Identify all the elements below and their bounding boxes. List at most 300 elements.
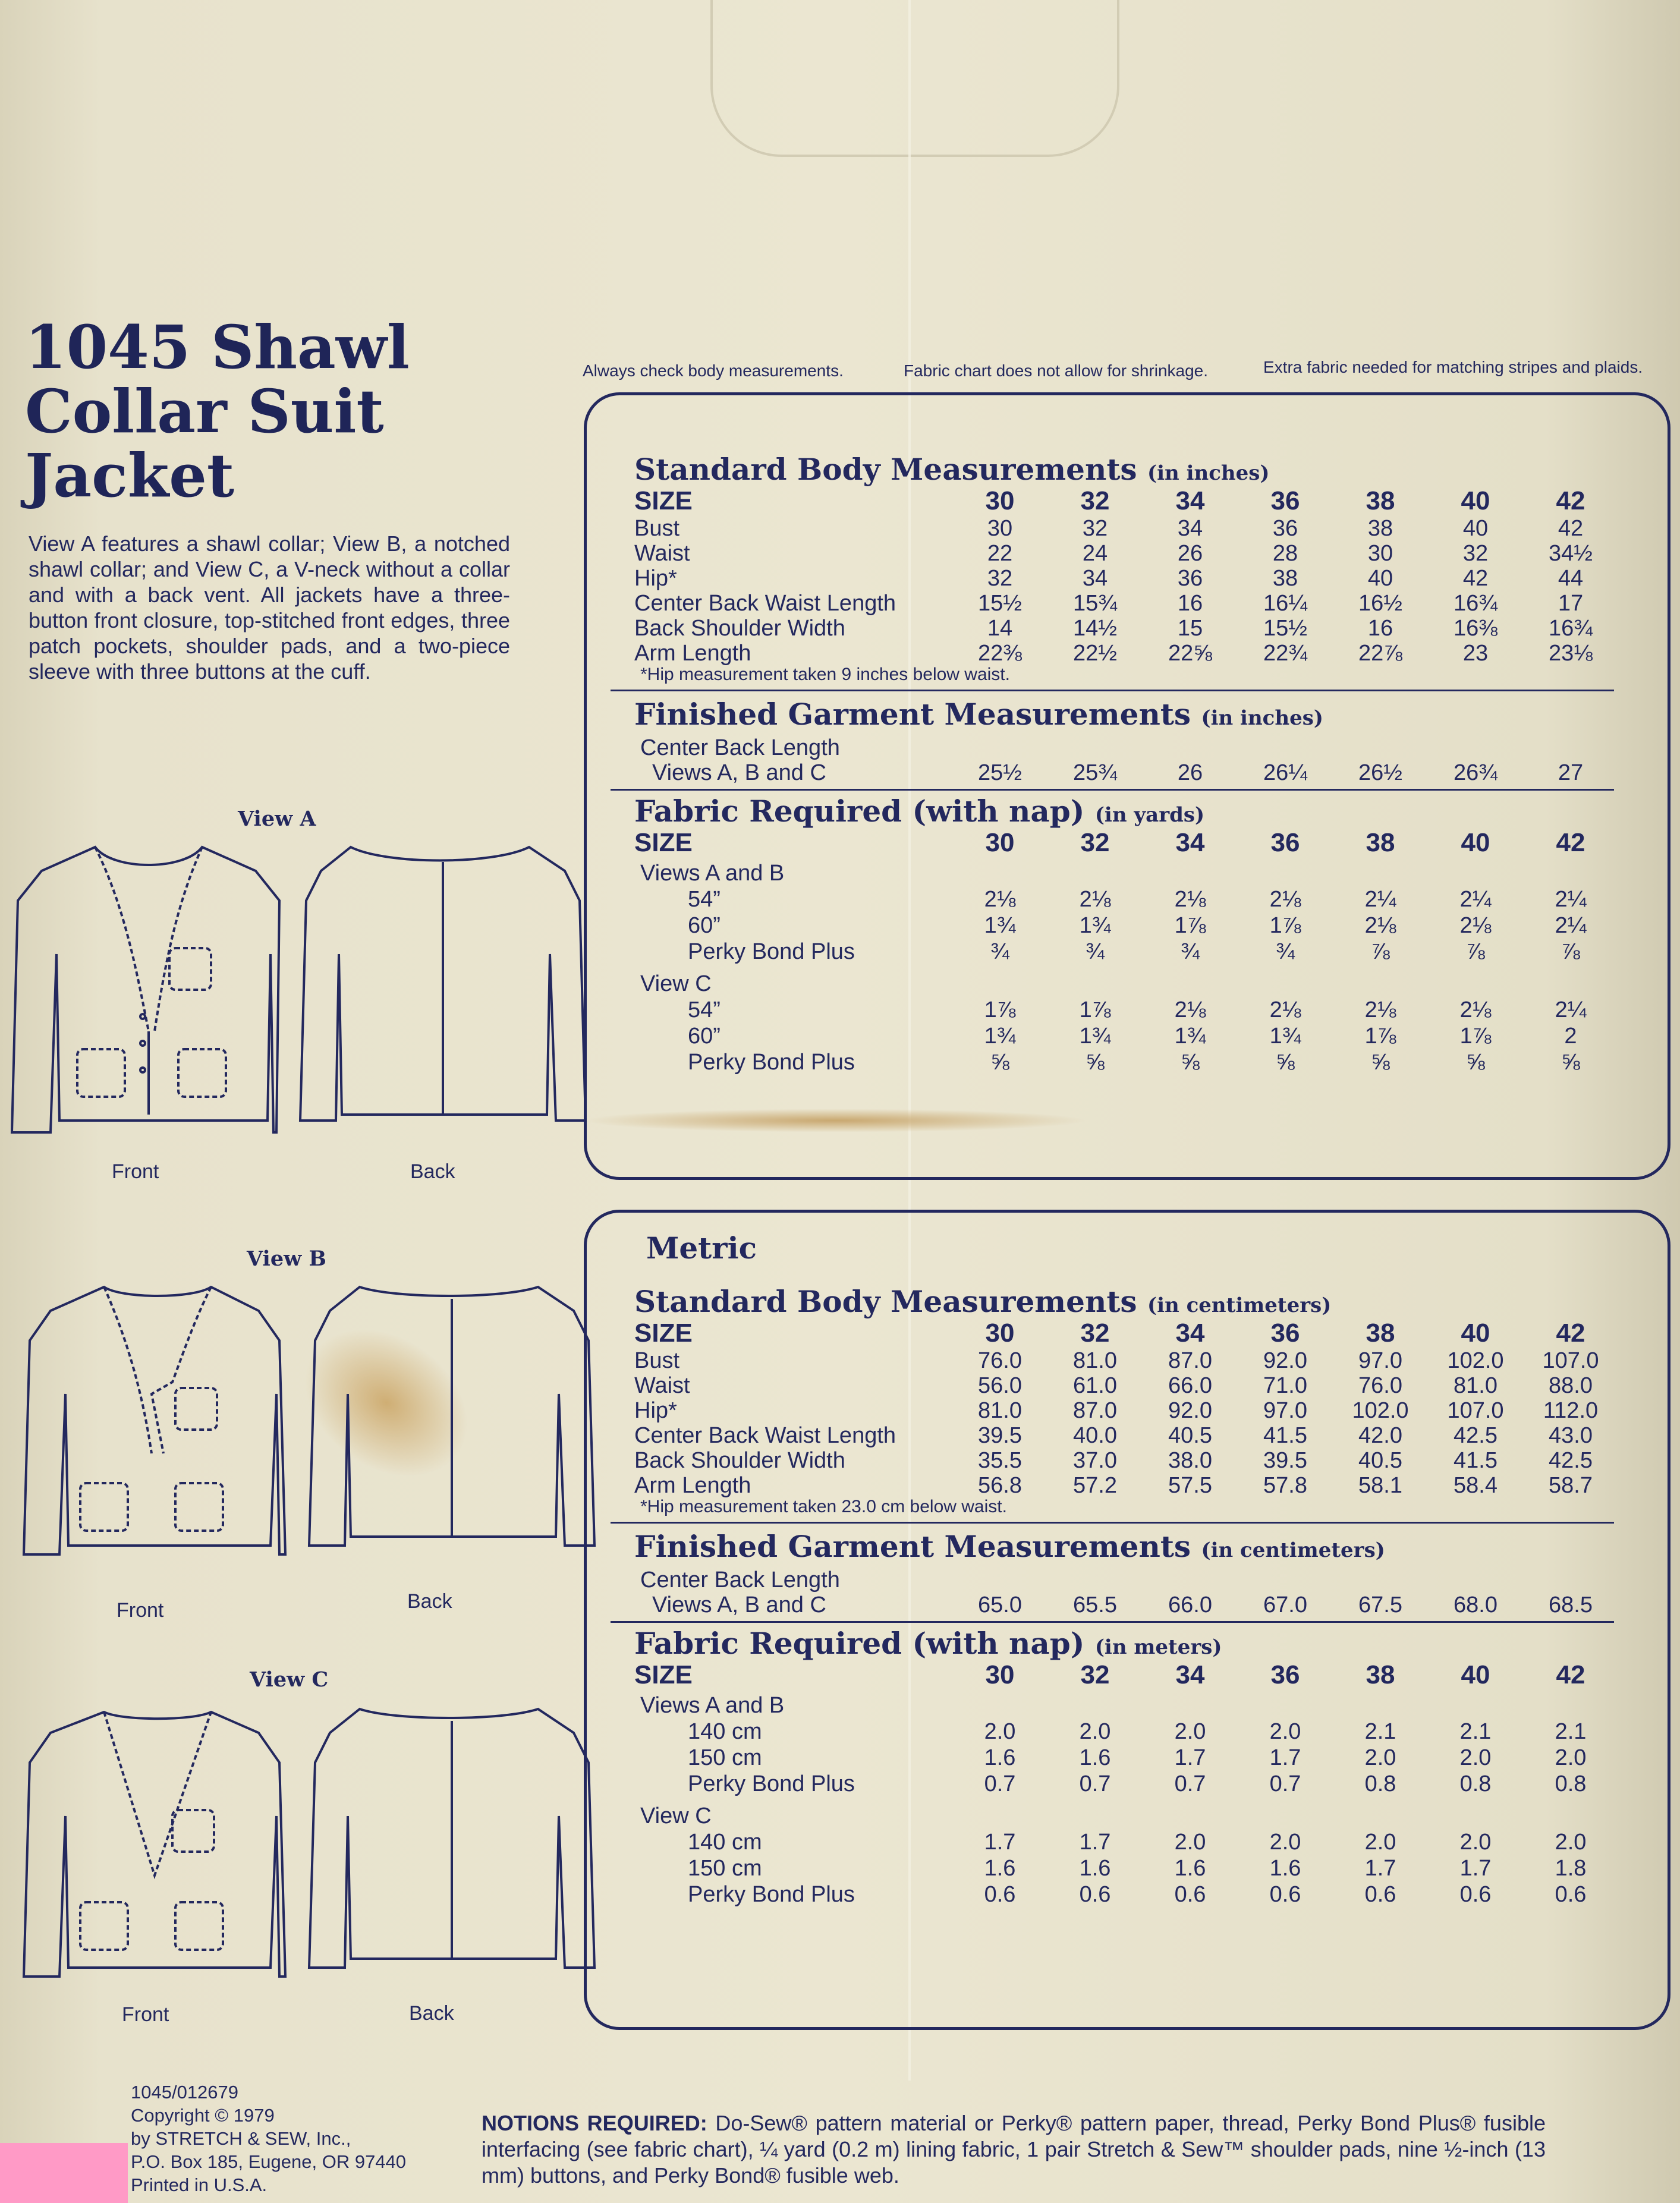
- size-36: 36: [1270, 1318, 1300, 1348]
- view-a-sketch: [6, 835, 589, 1156]
- size-label: SIZE: [634, 486, 693, 515]
- cell-value: 1.7: [1079, 1830, 1111, 1855]
- table-row: [587, 616, 1668, 642]
- row-label: 54”: [688, 887, 721, 912]
- view-b-label: View B: [247, 1247, 327, 1271]
- cell-value: 16½: [1358, 591, 1402, 616]
- cell-value: 40.5: [1168, 1423, 1212, 1448]
- view-c-label: View C: [250, 1667, 329, 1692]
- section-title: [634, 1529, 1385, 1564]
- cell-value: 2.0: [1459, 1830, 1492, 1855]
- cell-value: 2.0: [1555, 1745, 1587, 1770]
- cell-value: 2.0: [1269, 1719, 1301, 1744]
- cell-value: 0.7: [1269, 1771, 1301, 1796]
- notions-text: Do-Sew® pattern material or Perky® pattern paper, thread, Perky Bond Plus® fusible interfacing (see fabric chart), ¼ yard (0.2 m) lining fabric, 1 pair Stretch & Sew™ shoulder pads, nine ½-inch (13 mm) buttons, and Perky Bond® fusible web.: [482, 2111, 1546, 2188]
- cell-value: 2⅛: [1364, 997, 1396, 1022]
- row-label: Back Shoulder Width: [634, 616, 845, 641]
- cell-value: 97.0: [1263, 1398, 1307, 1423]
- finished-label: Center Back Length: [640, 735, 840, 760]
- cell-value: 58.1: [1358, 1473, 1402, 1498]
- table-row: [587, 541, 1668, 567]
- row-label: Perky Bond Plus: [688, 1771, 855, 1796]
- cell-value: 0.6: [1364, 1882, 1396, 1907]
- cell-value: 25½: [978, 760, 1022, 785]
- cell-value: 1⅞: [1364, 1024, 1396, 1049]
- cell-value: 22: [987, 541, 1013, 566]
- cell-value: 44: [1558, 566, 1584, 591]
- size-30: 30: [985, 1318, 1015, 1348]
- cell-value: 1¾: [1079, 913, 1111, 938]
- cell-value: 102.0: [1447, 1348, 1504, 1373]
- size-34: 34: [1175, 1660, 1205, 1689]
- fabric-group-label: View C: [640, 1804, 712, 1829]
- cell-value: ⅞: [1561, 939, 1580, 964]
- title-line: Jacket: [25, 440, 235, 511]
- cell-value: 2.1: [1459, 1719, 1492, 1744]
- cell-value: 23: [1462, 641, 1489, 666]
- cell-value: 32: [1082, 516, 1108, 541]
- cell-value: 57.8: [1263, 1473, 1307, 1498]
- cell-value: 56.8: [978, 1473, 1022, 1498]
- metric-measurements-table: [584, 1210, 1670, 2030]
- finished-label-views: Views A, B and C: [652, 760, 826, 785]
- cell-value: 16: [1177, 591, 1203, 616]
- cell-value: 2.0: [1555, 1830, 1587, 1855]
- view-b-sketch: [15, 1275, 597, 1596]
- cell-value: 32: [1462, 541, 1489, 566]
- table-row: [587, 516, 1668, 542]
- note-stripes-plaids: Extra fabric needed for matching stripes and plaids.: [1263, 358, 1643, 376]
- section-title-text: Fabric Required (with nap): [634, 1626, 1085, 1661]
- table-row: [587, 1050, 1668, 1076]
- cell-value: 2¼: [1459, 887, 1492, 912]
- title-line: 1045 Shawl: [25, 312, 410, 382]
- printed-in: Printed in U.S.A.: [131, 2174, 268, 2195]
- cell-value: 1.6: [1079, 1856, 1111, 1881]
- view-b-back-caption: Back: [407, 1590, 452, 1613]
- cell-value: 42.0: [1358, 1423, 1402, 1448]
- divider: [611, 1522, 1614, 1524]
- cell-value: 22½: [1073, 641, 1117, 666]
- cell-value: 102.0: [1352, 1398, 1409, 1423]
- cell-value: 1¾: [984, 1024, 1016, 1049]
- cell-value: 38: [1272, 566, 1298, 591]
- table-row: [587, 1856, 1668, 1882]
- cell-value: 42: [1462, 566, 1489, 591]
- cell-value: 42.5: [1549, 1448, 1593, 1473]
- cell-value: ⅝: [1086, 1050, 1105, 1075]
- cell-value: 41.5: [1454, 1448, 1497, 1473]
- cell-value: 57.5: [1168, 1473, 1212, 1498]
- size-36: 36: [1270, 1660, 1300, 1689]
- cell-value: 27: [1558, 760, 1584, 785]
- size-38: 38: [1366, 486, 1395, 515]
- size-42: 42: [1556, 1318, 1585, 1348]
- cell-value: 26: [1177, 760, 1203, 785]
- cell-value: 22⅜: [978, 641, 1022, 666]
- cell-value: 2¼: [1555, 913, 1587, 938]
- view-a-label: View A: [238, 807, 316, 831]
- section-unit: (in meters): [1094, 1635, 1222, 1659]
- cell-value: 68.5: [1549, 1593, 1593, 1617]
- table-row: [587, 997, 1668, 1024]
- section-unit: (in centimeters): [1201, 1538, 1385, 1562]
- finished-label-views: Views A, B and C: [652, 1593, 826, 1617]
- table-row: [587, 939, 1668, 965]
- size-40: 40: [1461, 1660, 1490, 1689]
- table-row: [587, 1448, 1668, 1474]
- cell-value: 65.5: [1073, 1593, 1117, 1617]
- cell-value: 92.0: [1168, 1398, 1212, 1423]
- cell-value: 0.7: [1174, 1771, 1206, 1796]
- table-row: [587, 591, 1668, 617]
- cell-value: 66.0: [1168, 1373, 1212, 1398]
- row-label: Bust: [634, 516, 680, 541]
- cell-value: ⅝: [1276, 1050, 1295, 1075]
- cell-value: 16¼: [1263, 591, 1307, 616]
- size-40: 40: [1461, 828, 1490, 857]
- cell-value: 67.0: [1263, 1593, 1307, 1617]
- cell-value: 30: [987, 516, 1013, 541]
- cell-value: 1.7: [1174, 1745, 1206, 1770]
- cell-value: 16¾: [1549, 616, 1593, 641]
- cell-value: 2.0: [1459, 1745, 1492, 1770]
- cell-value: 2.0: [1269, 1830, 1301, 1855]
- cell-value: 2.1: [1364, 1719, 1396, 1744]
- cell-value: 2⅛: [1174, 887, 1206, 912]
- cell-value: 41.5: [1263, 1423, 1307, 1448]
- size-32: 32: [1080, 486, 1110, 515]
- cell-value: 87.0: [1168, 1348, 1212, 1373]
- cell-value: 42: [1558, 516, 1584, 541]
- cell-value: 16⅜: [1454, 616, 1497, 641]
- cell-value: 107.0: [1542, 1348, 1599, 1373]
- cell-value: 34: [1177, 516, 1203, 541]
- cell-value: 26½: [1358, 760, 1402, 785]
- table-row: [587, 1473, 1668, 1499]
- row-label: Hip*: [634, 566, 677, 591]
- cell-value: 76.0: [978, 1348, 1022, 1373]
- size-label: SIZE: [634, 828, 693, 857]
- size-34: 34: [1175, 1318, 1205, 1348]
- cell-value: 25¾: [1073, 760, 1117, 785]
- hip-note: *Hip measurement taken 9 inches below waist.: [640, 665, 1010, 684]
- cell-value: 0.6: [1555, 1882, 1587, 1907]
- cell-value: 15¾: [1073, 591, 1117, 616]
- cell-value: 1¾: [1269, 1024, 1301, 1049]
- cell-value: 2⅛: [1459, 997, 1492, 1022]
- cell-value: 1.7: [1459, 1856, 1492, 1881]
- cell-value: 2.1: [1555, 1719, 1587, 1744]
- size-42: 42: [1556, 486, 1585, 515]
- table-row: [587, 1373, 1668, 1399]
- row-label: 140 cm: [688, 1830, 762, 1855]
- cell-value: 1.6: [1269, 1856, 1301, 1881]
- row-label: Waist: [634, 541, 690, 566]
- size-38: 38: [1366, 1318, 1395, 1348]
- cell-value: ⅝: [990, 1050, 1009, 1075]
- section-unit: (in inches): [1201, 706, 1323, 730]
- size-42: 42: [1556, 828, 1585, 857]
- cell-value: 28: [1272, 541, 1298, 566]
- view-a-front-caption: Front: [112, 1160, 159, 1183]
- metric-heading: Metric: [646, 1230, 757, 1266]
- cell-value: ⅝: [1371, 1050, 1390, 1075]
- cell-value: 2.0: [984, 1719, 1016, 1744]
- size-32: 32: [1080, 1660, 1110, 1689]
- cell-value: 39.5: [978, 1423, 1022, 1448]
- size-row: [587, 1660, 1668, 1689]
- table-row: [587, 1398, 1668, 1424]
- size-38: 38: [1366, 1660, 1395, 1689]
- cell-value: 15½: [978, 591, 1022, 616]
- cell-value: ¾: [1276, 939, 1295, 964]
- row-label: 140 cm: [688, 1719, 762, 1744]
- cell-value: 26¾: [1454, 760, 1497, 785]
- pattern-description: View A features a shawl collar; View B, a notched shawl collar; and View C, a V-neck without a collar and with a back vent. All jackets have a three-button front closure, top-stitched front edges, three patch pockets, shoulder pads, and a two-piece sleeve with three buttons at the cuff.: [29, 531, 510, 684]
- section-unit: (in yards): [1094, 803, 1205, 827]
- view-c-back-caption: Back: [409, 2002, 454, 2025]
- cell-value: 71.0: [1263, 1373, 1307, 1398]
- section-title-text: Fabric Required (with nap): [634, 794, 1085, 829]
- row-label: 60”: [688, 1024, 721, 1049]
- divider: [611, 690, 1614, 691]
- cell-value: 43.0: [1549, 1423, 1593, 1448]
- cell-value: 0.6: [1174, 1882, 1206, 1907]
- notions-required: [482, 2110, 1546, 2189]
- size-36: 36: [1270, 828, 1300, 857]
- cell-value: 81.0: [1073, 1348, 1117, 1373]
- divider: [611, 1621, 1614, 1623]
- cell-value: 76.0: [1358, 1373, 1402, 1398]
- size-34: 34: [1175, 486, 1205, 515]
- size-36: 36: [1270, 486, 1300, 515]
- imperial-measurements-table: [584, 392, 1670, 1180]
- cell-value: 1¾: [1079, 1024, 1111, 1049]
- cell-value: 1.6: [1174, 1856, 1206, 1881]
- cell-value: 34½: [1549, 541, 1593, 566]
- section-title-text: Finished Garment Measurements: [634, 697, 1191, 732]
- cell-value: 1¾: [1174, 1024, 1206, 1049]
- cell-value: 1⅞: [1174, 913, 1206, 938]
- finished-label: Center Back Length: [640, 1568, 840, 1593]
- cell-value: 56.0: [978, 1373, 1022, 1398]
- table-row: [587, 1423, 1668, 1449]
- view-c-sketch: [15, 1697, 597, 2018]
- cell-value: 2.0: [1364, 1745, 1396, 1770]
- table-row: [587, 1830, 1668, 1856]
- cell-value: 97.0: [1358, 1348, 1402, 1373]
- cell-value: ¾: [1086, 939, 1105, 964]
- size-row: [587, 486, 1668, 515]
- section-title: [634, 697, 1323, 732]
- cell-value: 2.0: [1364, 1830, 1396, 1855]
- table-row: [587, 641, 1668, 667]
- row-label: Perky Bond Plus: [688, 939, 855, 964]
- table-row: [587, 887, 1668, 913]
- cell-value: 37.0: [1073, 1448, 1117, 1473]
- row-label: 60”: [688, 913, 721, 938]
- size-label: SIZE: [634, 1660, 693, 1689]
- cell-value: 58.7: [1549, 1473, 1593, 1498]
- cell-value: 1.8: [1555, 1856, 1587, 1881]
- company-name: by STRETCH & SEW, Inc.,: [131, 2128, 351, 2149]
- section-title-text: Standard Body Measurements: [634, 1284, 1137, 1319]
- cell-value: 14½: [1073, 616, 1117, 641]
- cell-value: 67.5: [1358, 1593, 1402, 1617]
- cell-value: 1⅞: [1079, 997, 1111, 1022]
- size-30: 30: [985, 486, 1015, 515]
- pattern-footer-info: [131, 2081, 406, 2196]
- cell-value: 112.0: [1543, 1398, 1599, 1423]
- cell-value: 1.6: [984, 1745, 1016, 1770]
- section-title-text: Standard Body Measurements: [634, 452, 1137, 487]
- cell-value: ⅞: [1466, 939, 1485, 964]
- cell-value: 87.0: [1073, 1398, 1117, 1423]
- cell-value: 2⅛: [1269, 997, 1301, 1022]
- cell-value: 17: [1558, 591, 1584, 616]
- cell-value: ⅝: [1466, 1050, 1485, 1075]
- cell-value: 0.7: [984, 1771, 1016, 1796]
- cell-value: 14: [987, 616, 1013, 641]
- view-b-front-caption: Front: [117, 1599, 164, 1622]
- cell-value: 2¼: [1555, 887, 1587, 912]
- row-label: Arm Length: [634, 641, 751, 666]
- cell-value: 32: [987, 566, 1013, 591]
- cell-value: 36: [1177, 566, 1203, 591]
- row-label: 54”: [688, 997, 721, 1022]
- cell-value: 38: [1367, 516, 1393, 541]
- row-label: Waist: [634, 1373, 690, 1398]
- cell-value: 24: [1082, 541, 1108, 566]
- table-row: [587, 1024, 1668, 1050]
- cell-value: 23⅛: [1549, 641, 1593, 666]
- cell-value: 30: [1367, 541, 1393, 566]
- cell-value: 2⅛: [1459, 913, 1492, 938]
- hip-note: *Hip measurement taken 23.0 cm below waist.: [640, 1497, 1007, 1516]
- size-label: SIZE: [634, 1318, 693, 1348]
- envelope-flap-edge: [710, 0, 1119, 157]
- cell-value: 0.6: [1079, 1882, 1111, 1907]
- cell-value: 22⅝: [1168, 641, 1212, 666]
- finished-row: [587, 760, 1668, 786]
- size-32: 32: [1080, 828, 1110, 857]
- row-label: Center Back Waist Length: [634, 1423, 896, 1448]
- row-label: Center Back Waist Length: [634, 591, 896, 616]
- table-row: [587, 1771, 1668, 1798]
- size-row: [587, 828, 1668, 857]
- cell-value: 40: [1462, 516, 1489, 541]
- cell-value: 92.0: [1263, 1348, 1307, 1373]
- view-c-front-caption: Front: [122, 2003, 169, 2026]
- cell-value: 1¾: [984, 913, 1016, 938]
- cell-value: 2.0: [1174, 1719, 1206, 1744]
- cell-value: 2⅛: [1174, 997, 1206, 1022]
- finished-row: [587, 1593, 1668, 1619]
- cell-value: ¾: [990, 939, 1009, 964]
- cell-value: 1⅞: [984, 997, 1016, 1022]
- cell-value: 2⅛: [1364, 913, 1396, 938]
- cell-value: 1⅞: [1269, 913, 1301, 938]
- cell-value: 40.5: [1358, 1448, 1402, 1473]
- cell-value: 22⅞: [1358, 641, 1402, 666]
- cell-value: 0.8: [1364, 1771, 1396, 1796]
- fabric-group-label: Views A and B: [640, 1693, 785, 1718]
- table-row: [587, 1882, 1668, 1908]
- size-40: 40: [1461, 486, 1490, 515]
- cell-value: 0.8: [1459, 1771, 1492, 1796]
- notions-label: NOTIONS REQUIRED:: [482, 2111, 707, 2135]
- table-row: [587, 566, 1668, 592]
- company-address: P.O. Box 185, Eugene, OR 97440: [131, 2151, 407, 2172]
- divider: [611, 789, 1614, 791]
- row-label: Arm Length: [634, 1473, 751, 1498]
- cell-value: 0.7: [1079, 1771, 1111, 1796]
- pattern-code: 1045/012679: [131, 2082, 239, 2103]
- cell-value: 16: [1367, 616, 1393, 641]
- cell-value: 0.8: [1555, 1771, 1587, 1796]
- row-label: Perky Bond Plus: [688, 1882, 855, 1907]
- cell-value: 81.0: [978, 1398, 1022, 1423]
- cell-value: 88.0: [1549, 1373, 1593, 1398]
- cell-value: 2⅛: [1269, 887, 1301, 912]
- fabric-group-label: Views A and B: [640, 861, 785, 886]
- view-a-back-caption: Back: [410, 1160, 455, 1183]
- section-title-text: Finished Garment Measurements: [634, 1529, 1191, 1564]
- cell-value: 16¾: [1454, 591, 1497, 616]
- cell-value: ¾: [1181, 939, 1200, 964]
- size-row: [587, 1318, 1668, 1348]
- table-row: [587, 1348, 1668, 1374]
- cell-value: 35.5: [978, 1448, 1022, 1473]
- cell-value: 65.0: [978, 1593, 1022, 1617]
- row-label: 150 cm: [688, 1745, 762, 1770]
- cell-value: 57.2: [1073, 1473, 1117, 1498]
- section-title: [634, 452, 1270, 487]
- table-row: [587, 913, 1668, 939]
- cell-value: 34: [1082, 566, 1108, 591]
- title-line: Collar Suit: [25, 376, 384, 446]
- cell-value: 61.0: [1073, 1373, 1117, 1398]
- cell-value: 2¼: [1555, 997, 1587, 1022]
- section-title: [634, 1284, 1331, 1319]
- cell-value: 26: [1177, 541, 1203, 566]
- cell-value: 22¾: [1263, 641, 1307, 666]
- note-check-measurements: Always check body measurements.: [583, 361, 844, 380]
- cell-value: 38.0: [1168, 1448, 1212, 1473]
- cell-value: 1⅞: [1459, 1024, 1492, 1049]
- size-42: 42: [1556, 1660, 1585, 1689]
- cell-value: 26¼: [1263, 760, 1307, 785]
- cell-value: ⅞: [1371, 939, 1390, 964]
- size-34: 34: [1175, 828, 1205, 857]
- cell-value: 42.5: [1454, 1423, 1497, 1448]
- cell-value: 2.0: [1174, 1830, 1206, 1855]
- cell-value: 36: [1272, 516, 1298, 541]
- cell-value: 0.6: [1269, 1882, 1301, 1907]
- cell-value: 40: [1367, 566, 1393, 591]
- cell-value: 39.5: [1263, 1448, 1307, 1473]
- cell-value: 40.0: [1073, 1423, 1117, 1448]
- size-30: 30: [985, 828, 1015, 857]
- cell-value: 2: [1564, 1024, 1577, 1049]
- row-label: Perky Bond Plus: [688, 1050, 855, 1075]
- row-label: Bust: [634, 1348, 680, 1373]
- table-row: [587, 1719, 1668, 1745]
- table-row: [587, 1745, 1668, 1771]
- cell-value: 68.0: [1454, 1593, 1497, 1617]
- cell-value: 1.7: [1269, 1745, 1301, 1770]
